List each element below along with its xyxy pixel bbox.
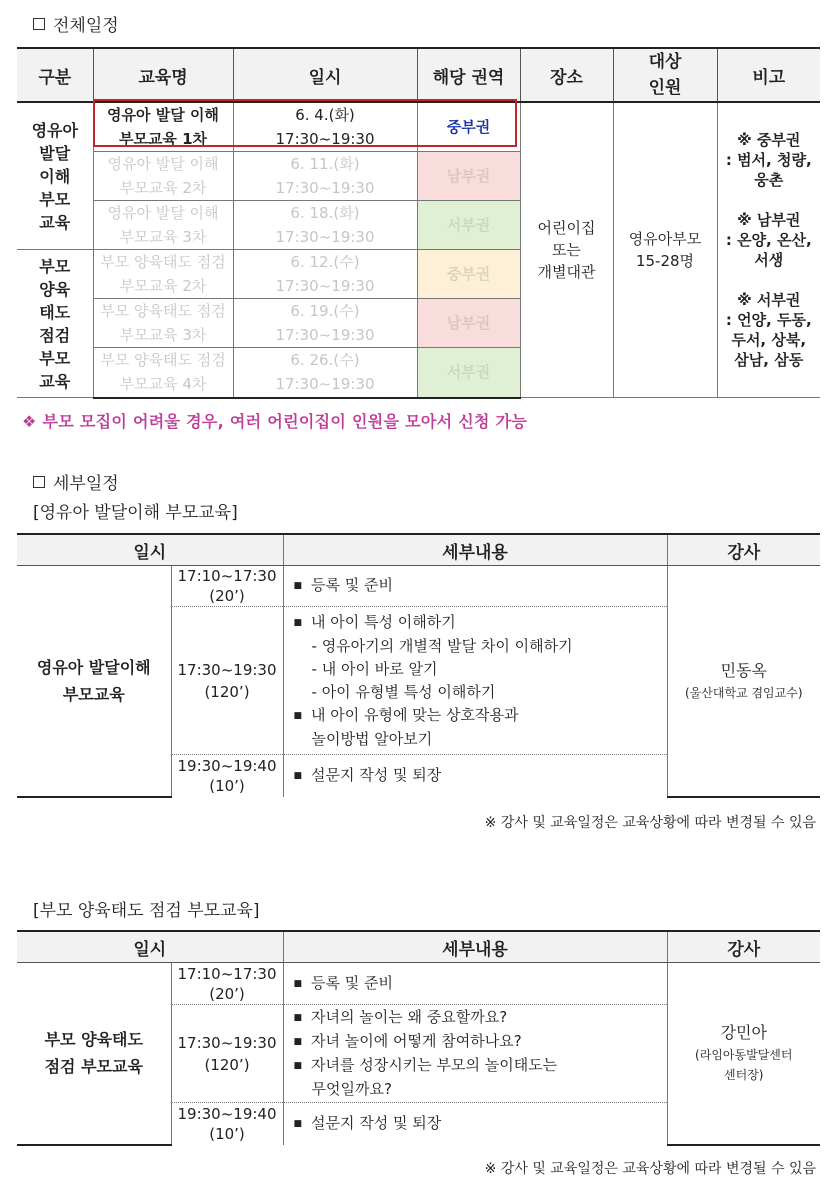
slot-content bbox=[283, 1005, 667, 1103]
people-cell: 영유아부모 15-28명 bbox=[613, 102, 717, 398]
course-name: 영유아 발달 이해 부모교육 3차 bbox=[93, 201, 233, 250]
list-item: ■ 설문지 작성 및 퇴장 bbox=[294, 1112, 667, 1136]
header-note: 비고 bbox=[717, 48, 820, 102]
note-cell: ※ 중부권 : 범서, 청량, 웅촌 ※ 남부권 : 온양, 온산, 서생 ※ 서부권 : 언양, 두동, 두서, 상북, 삼남, 삼동 bbox=[717, 102, 820, 398]
course-name: 부모 양육태도 점검 부모교육 2차 bbox=[93, 250, 233, 299]
detail-heading bbox=[33, 469, 119, 494]
overall-heading bbox=[33, 11, 119, 36]
slot-content bbox=[283, 1103, 667, 1145]
table-row bbox=[17, 566, 820, 607]
slot-time: 17:10~17:30 (20’) bbox=[171, 963, 283, 1005]
header-lecturer: 강사 bbox=[667, 931, 820, 963]
overall-schedule-table bbox=[17, 47, 820, 399]
course-name: 영유아 발달 이해 부모교육 1차 bbox=[93, 102, 233, 152]
program-name: 영유아 발달이해 부모교육 bbox=[17, 566, 171, 797]
footnote: ※ 강사 및 교육일정은 교육상황에 따라 변경될 수 있음 bbox=[484, 1161, 816, 1177]
course-datetime: 6. 4.(화) 17:30~19:30 bbox=[233, 102, 417, 152]
footnote: ※ 강사 및 교육일정은 교육상황에 따라 변경될 수 있음 bbox=[484, 815, 816, 831]
course-datetime: 6. 12.(수) 17:30~19:30 bbox=[233, 250, 417, 299]
list-item: ■ 설문지 작성 및 퇴장 bbox=[294, 764, 667, 788]
header-place: 장소 bbox=[520, 48, 613, 102]
checkbox-square-icon bbox=[33, 476, 45, 488]
overall-header-row bbox=[17, 48, 820, 102]
detail-header-row bbox=[17, 534, 820, 566]
slot-content bbox=[283, 963, 667, 1005]
detail-table-parenting bbox=[17, 930, 820, 1146]
list-item: ■ 자녀의 놀이는 왜 중요할까요? bbox=[294, 1006, 667, 1030]
course-datetime: 6. 19.(수) 17:30~19:30 bbox=[233, 299, 417, 348]
slot-content bbox=[283, 607, 667, 755]
list-item-continuation: 놀이방법 알아보기 bbox=[311, 729, 433, 748]
table-row bbox=[17, 963, 820, 1005]
section-title: [부모 양육태도 점검 부모교육] bbox=[33, 901, 260, 921]
lecturer-cell bbox=[667, 963, 820, 1145]
list-subitem: - 내 아이 바로 알기 bbox=[311, 659, 438, 678]
detail-table-development bbox=[17, 533, 820, 798]
course-datetime: 6. 11.(화) 17:30~19:30 bbox=[233, 152, 417, 201]
overall-heading-text: 전체일정 bbox=[53, 16, 119, 36]
header-lecturer: 강사 bbox=[667, 534, 820, 566]
header-course: 교육명 bbox=[93, 48, 233, 102]
table-row bbox=[17, 102, 820, 152]
header-content: 세부내용 bbox=[283, 534, 667, 566]
lecturer-affiliation: (울산대학교 겸임교수) bbox=[685, 685, 803, 700]
lecturer-name: 강민아 bbox=[720, 1023, 767, 1043]
section-title: [영유아 발달이해 부모교육] bbox=[33, 503, 238, 523]
slot-time: 19:30~19:40 (10’) bbox=[171, 1103, 283, 1145]
course-region: 중부권 bbox=[417, 102, 520, 152]
program-name: 부모 양육태도 점검 부모교육 bbox=[17, 963, 171, 1145]
list-item: ■ 등록 및 준비 bbox=[294, 972, 667, 996]
checkbox-square-icon bbox=[33, 18, 45, 30]
header-content: 세부내용 bbox=[283, 931, 667, 963]
slot-content bbox=[283, 755, 667, 797]
slot-time: 17:30~19:30 (120’) bbox=[171, 1005, 283, 1103]
list-subitem: - 아이 유형별 특성 이해하기 bbox=[311, 682, 496, 701]
course-region: 중부권 bbox=[417, 250, 520, 299]
course-datetime: 6. 26.(수) 17:30~19:30 bbox=[233, 348, 417, 398]
course-name: 부모 양육태도 점검 부모교육 4차 bbox=[93, 348, 233, 398]
list-item: ■ 등록 및 준비 bbox=[294, 574, 667, 598]
slot-content bbox=[283, 566, 667, 607]
lecturer-name: 민동옥 bbox=[720, 660, 767, 680]
group-label-development: 영유아 발달 이해 부모 교육 bbox=[17, 102, 93, 250]
header-people: 대상 인원 bbox=[613, 48, 717, 102]
list-item: ■ 자녀를 성장시키는 부모의 놀이태도는 bbox=[294, 1054, 667, 1078]
course-name: 영유아 발달 이해 부모교육 2차 bbox=[93, 152, 233, 201]
course-region: 서부권 bbox=[417, 201, 520, 250]
course-region: 남부권 bbox=[417, 299, 520, 348]
slot-time: 19:30~19:40 (10’) bbox=[171, 755, 283, 797]
course-region: 남부권 bbox=[417, 152, 520, 201]
place-cell: 어린이집 또는 개별대관 bbox=[520, 102, 613, 398]
slot-time: 17:10~17:30 (20’) bbox=[171, 566, 283, 607]
list-item-continuation: 무엇일까요? bbox=[311, 1080, 392, 1098]
detail-heading-text: 세부일정 bbox=[53, 474, 119, 494]
course-name: 부모 양육태도 점검 부모교육 3차 bbox=[93, 299, 233, 348]
header-category: 구분 bbox=[17, 48, 93, 102]
course-region: 서부권 bbox=[417, 348, 520, 398]
course-datetime: 6. 18.(화) 17:30~19:30 bbox=[233, 201, 417, 250]
header-datetime: 일시 bbox=[17, 931, 283, 963]
list-item: ■ 자녀 놀이에 어떻게 참여하나요? bbox=[294, 1030, 667, 1054]
group-label-parenting: 부모 양육 태도 점검 부모 교육 bbox=[17, 250, 93, 398]
detail-header-row bbox=[17, 931, 820, 963]
notice-text: ❖ 부모 모집이 어려울 경우, 여러 어린이집이 인원을 모아서 신청 가능 bbox=[22, 412, 528, 431]
lecturer-affiliation: (라임아동발달센터 센터장) bbox=[695, 1048, 793, 1083]
list-subitem: - 영유아기의 개별적 발달 차이 이해하기 bbox=[311, 636, 573, 655]
lecturer-cell bbox=[667, 566, 820, 797]
header-region: 해당 권역 bbox=[417, 48, 520, 102]
header-datetime: 일시 bbox=[17, 534, 283, 566]
slot-time: 17:30~19:30 (120’) bbox=[171, 607, 283, 755]
header-datetime: 일시 bbox=[233, 48, 417, 102]
list-item: ■ 내 아이 유형에 맞는 상호작용과 bbox=[294, 704, 667, 728]
list-item: ■ 내 아이 특성 이해하기 bbox=[294, 611, 667, 635]
